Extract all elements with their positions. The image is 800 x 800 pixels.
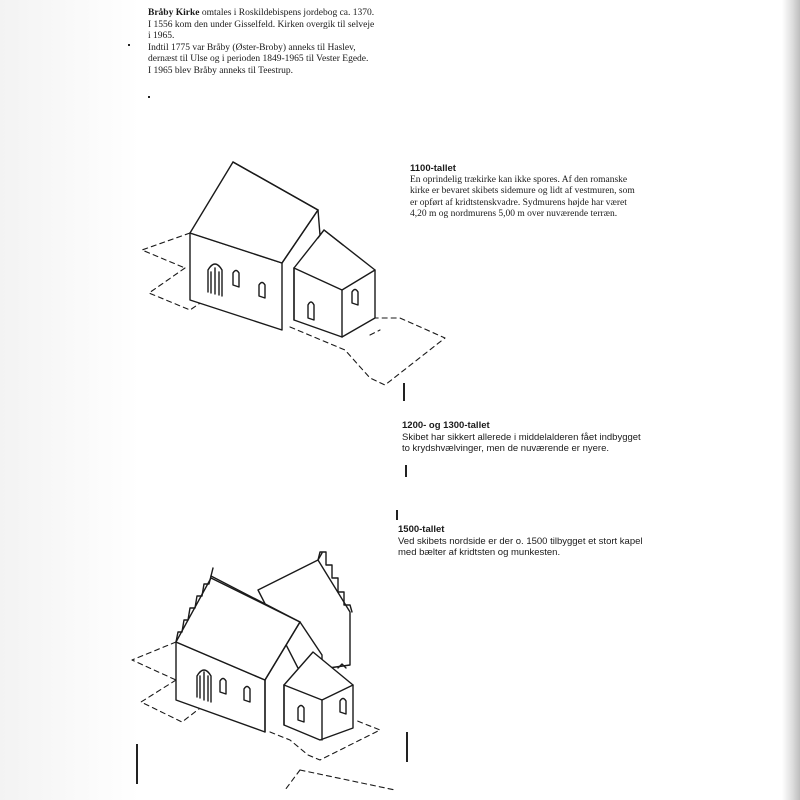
section-line: med bælter af kridtsten og munkesten. — [398, 547, 561, 558]
margin-mark — [406, 732, 408, 762]
intro-line-1: Bråby Kirke omtales i Roskildebispens jordebog ca. 1370. — [148, 8, 375, 18]
section-line: Skibet har sikkert allerede i middelalderen fået indbygget — [402, 431, 641, 443]
margin-mark — [396, 510, 398, 520]
section-heading: 1100-tallet — [410, 163, 456, 174]
church-drawing-1100 — [142, 162, 445, 385]
intro-line-5: dernæst til Ulse og i perioden 1849-1965 til Vester Egede. — [148, 54, 369, 64]
intro-line-4: Indtil 1775 var Bråby (Øster-Broby) anneks til Haslev, — [148, 42, 356, 53]
margin-mark — [405, 465, 407, 477]
section-line: 4,20 m og nordmurens 5,00 m over nuværende terræn. — [410, 209, 618, 219]
section-line: kirke er bevaret skibets sidemure og lidt af vestmuren, som — [410, 186, 635, 196]
margin-mark — [148, 96, 150, 98]
margin-mark — [136, 744, 138, 784]
section-heading: 1500-tallet — [398, 524, 445, 535]
intro-line-6: I 1965 blev Bråby anneks til Teestrup. — [148, 65, 294, 76]
section-line: to krydshvælvinger, men de nuværende er nyere. — [402, 443, 609, 454]
section-line: er opført af kridtstenskvadre. Sydmurens højde har været — [410, 197, 627, 208]
section-line: En oprindelig trækirke kan ikke spores. Af den romanske — [410, 174, 628, 185]
church-drawing-1500 — [132, 552, 395, 790]
section-line: Ved skibets nordside er der o. 1500 tilbygget et stort kapel — [398, 535, 643, 547]
margin-mark — [403, 383, 405, 401]
intro-line-2: I 1556 kom den under Gisselfeld. Kirken overgik til selveje — [148, 19, 375, 30]
section-heading: 1200- og 1300-tallet — [402, 420, 490, 431]
church-name: Bråby Kirke — [148, 8, 200, 18]
intro-line-3: i 1965. — [148, 31, 175, 41]
margin-mark — [128, 44, 130, 46]
